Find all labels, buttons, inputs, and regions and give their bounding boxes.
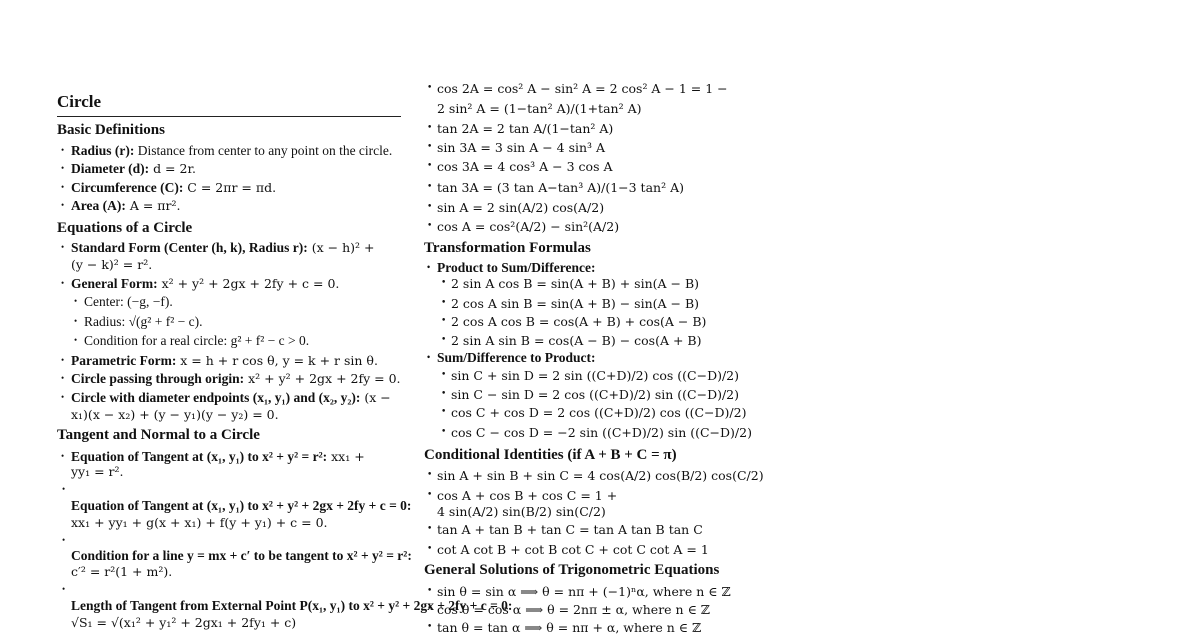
item-label: Parametric Form: — [71, 353, 177, 368]
item-label: Circle with diameter endpoints (x₁, y₁) and (x₂, y₂): — [71, 390, 361, 405]
item-text: d = 2r. — [149, 161, 197, 176]
item-text: x² + y² + 2gx + 2fy = 0. — [244, 371, 401, 386]
item-label: Equation of Tangent at (x₁, y₁) to x² + y² = r²: — [71, 449, 328, 464]
sub-list-item: • 2 sin A cos B = sin(A + B) + sin(A − B) — [451, 275, 699, 292]
item-text-cont: xx₁ + yy₁ + g(x + x₁) + f(y + y₁) + c = 0. — [71, 515, 328, 530]
item-label: Diameter (d): — [71, 161, 150, 176]
item-label: Radius (r): — [71, 143, 135, 158]
list-item: • cos 3A = 4 cos³ A − 3 cos A — [437, 158, 612, 175]
item-text: C = 2πr = πd. — [183, 180, 277, 195]
list-item — [71, 142, 392, 159]
list-item: • tan θ = tan α ⟹ θ = nπ + α, where n ∈ ℤ — [437, 619, 701, 636]
list-item — [71, 352, 378, 369]
item-text-cont: (y − k)² = r². — [71, 257, 153, 272]
section-heading: Tangent and Normal to a Circle — [57, 427, 260, 443]
list-item — [71, 160, 196, 177]
item-text-cont: 4 sin(A/2) sin(B/2) sin(C/2) — [437, 504, 606, 519]
list-item-label: Equation of Tangent at (x₁, y₁) to x² + y² + 2gx + 2fy + c = 0: — [71, 498, 412, 513]
list-item: • tan 3A = (3 tan A−tan³ A)/(1−3 tan² A) — [437, 179, 684, 196]
list-item: • sin θ = sin α ⟹ θ = nπ + (−1)ⁿα, where n ∈ ℤ — [437, 583, 731, 600]
list-item: • sin A = 2 sin(A/2) cos(A/2) — [437, 199, 604, 216]
sub-list-item: • 2 cos A sin B = sin(A + B) − sin(A − B) — [451, 295, 699, 312]
item-label: Circumference (C): — [71, 180, 184, 195]
sub-list-item: • cos C + cos D = 2 cos ((C+D)/2) cos ((C−D)/2) — [451, 404, 746, 421]
list-item: • sin A + sin B + sin C = 4 cos(A/2) cos(B/2) cos(C/2) — [437, 467, 764, 484]
list-item — [71, 370, 401, 387]
sub-list-item: • sin C + sin D = 2 sin ((C+D)/2) cos ((C−D)/2) — [451, 367, 739, 384]
item-text: (x − h)² + — [307, 240, 375, 255]
list-item-label: Condition for a line y = mx + c′ to be tangent to x² + y² = r²: — [71, 548, 412, 563]
page-title: Circle — [57, 92, 102, 111]
list-item: • cos A + cos B + cos C = 1 + — [437, 487, 617, 504]
list-item-label: • Product to Sum/Difference: — [437, 259, 595, 276]
item-text: (x − — [360, 390, 391, 405]
item-text-cont: c′² = r²(1 + m²). — [71, 564, 173, 579]
item-text-cont: yy₁ = r². — [71, 464, 124, 479]
sub-list-item: • Center: (−g, −f). — [84, 293, 173, 310]
sub-list-item: • sin C − sin D = 2 cos ((C+D)/2) sin ((C−D)/2) — [451, 386, 739, 403]
item-text-cont: x₁)(x − x₂) + (y − y₁)(y − y₂) = 0. — [71, 407, 279, 422]
item-text: Distance from center to any point on the circle. — [134, 143, 393, 158]
list-item: • tan A + tan B + tan C = tan A tan B tan C — [437, 521, 703, 538]
sub-list-item: • 2 sin A sin B = cos(A − B) − cos(A + B) — [451, 332, 701, 349]
list-item: • cos θ = cos α ⟹ θ = 2nπ ± α, where n ∈ ℤ — [437, 601, 710, 618]
list-item: • sin 3A = 3 sin A − 4 sin³ A — [437, 139, 605, 156]
list-item — [71, 239, 374, 256]
sub-list-item: • Radius: √(g² + f² − c). — [84, 313, 202, 330]
section-heading: Basic Definitions — [57, 122, 165, 138]
item-text: x = h + r cos θ, y = k + r sin θ. — [176, 353, 378, 368]
item-text: x² + y² + 2gx + 2fy + c = 0. — [157, 276, 340, 291]
item-label: Standard Form (Center (h, k), Radius r): — [71, 240, 308, 255]
sub-list-item: • Condition for a real circle: g² + f² − c > 0. — [84, 332, 309, 349]
title-rule — [57, 116, 401, 117]
section-heading: Transformation Formulas — [424, 240, 591, 256]
list-item: • tan 2A = 2 tan A/(1−tan² A) — [437, 120, 613, 137]
list-item: • cos 2A = cos² A − sin² A = 2 cos² A − 1 = 1 − — [437, 80, 728, 97]
list-item: • cot A cot B + cot B cot C + cot C cot A = 1 — [437, 541, 709, 558]
list-item: • cos A = cos²(A/2) − sin²(A/2) — [437, 218, 619, 235]
item-label: Area (A): — [71, 198, 126, 213]
sub-list-item: • 2 cos A cos B = cos(A + B) + cos(A − B) — [451, 313, 706, 330]
list-item-label: • Sum/Difference to Product: — [437, 349, 595, 366]
section-heading: Conditional Identities (if A + B + C = π) — [424, 447, 677, 463]
section-heading: General Solutions of Trigonometric Equations — [424, 562, 720, 578]
item-text: A = πr². — [125, 198, 181, 213]
list-item-label: Length of Tangent from External Point P(x₁, y₁) to x² + y² + 2gx + 2fy + c = 0: — [71, 598, 513, 613]
section-heading: Equations of a Circle — [57, 220, 193, 236]
list-item — [71, 389, 391, 406]
item-text: xx₁ + — [327, 449, 365, 464]
bullet: • — [62, 484, 66, 494]
sub-list-item: • cos C − cos D = −2 sin ((C+D)/2) sin ((C−D)/2) — [451, 424, 752, 441]
bullet: • — [62, 535, 66, 545]
list-item — [71, 275, 339, 292]
item-label: Circle passing through origin: — [71, 371, 245, 386]
item-text-cont: √S₁ = √(x₁² + y₁² + 2gx₁ + 2fy₁ + c) — [71, 615, 297, 630]
list-item — [71, 179, 276, 196]
bullet: • — [62, 584, 66, 594]
list-item — [71, 197, 180, 214]
item-text-cont: 2 sin² A = (1−tan² A)/(1+tan² A) — [437, 101, 642, 116]
item-label: General Form: — [71, 276, 158, 291]
